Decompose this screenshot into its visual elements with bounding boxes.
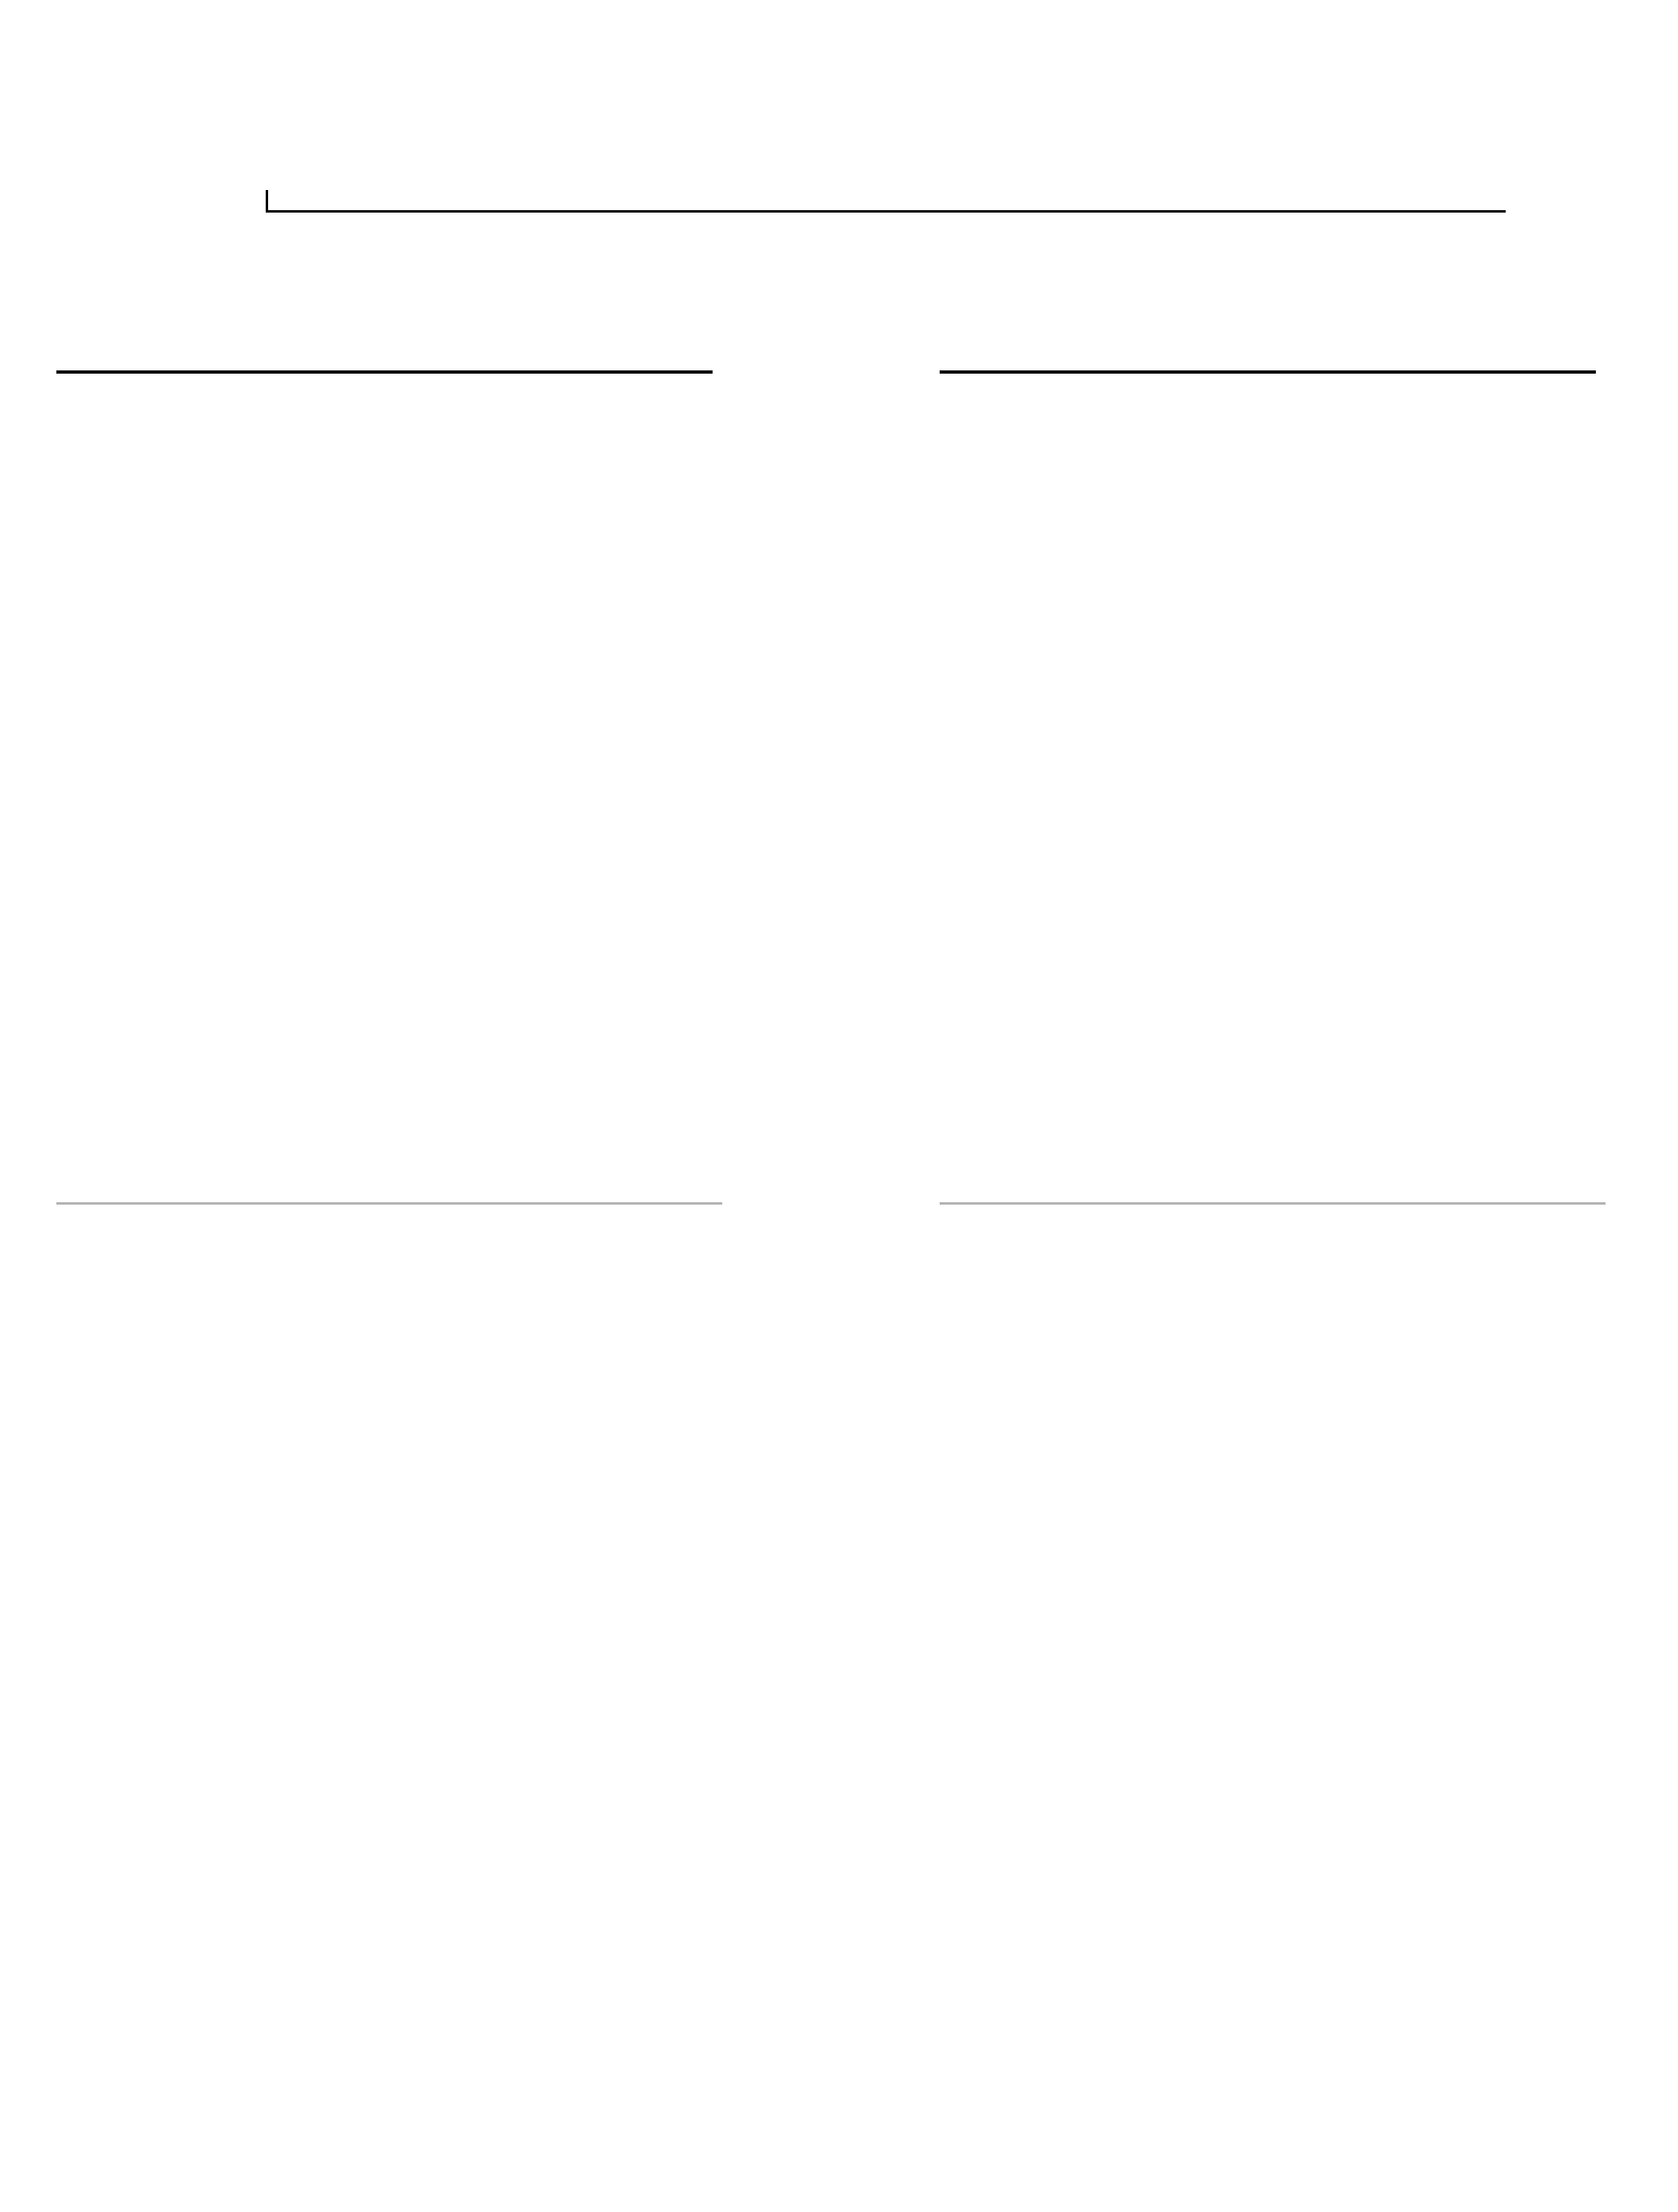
top-grouped-bar-chart xyxy=(56,190,1506,263)
legend xyxy=(81,74,1678,116)
left-bar-chart xyxy=(56,358,722,1287)
legend-item-other-nations xyxy=(910,74,978,116)
right-chart-plot xyxy=(940,446,1606,1205)
top-chart-x-axis-ticks xyxy=(266,213,1500,263)
right-bar-chart xyxy=(940,358,1606,1287)
top-chart-plot xyxy=(56,190,1506,213)
bottom-charts xyxy=(56,358,1678,1287)
left-chart-plot xyxy=(56,446,722,1205)
right-chart-x-axis xyxy=(940,1219,1606,1287)
left-chart-title xyxy=(56,358,713,374)
category-labels-column xyxy=(722,358,940,1287)
legend-swatch-navy xyxy=(81,80,117,116)
top-chart-y-axis-line xyxy=(266,190,268,213)
left-chart-x-axis xyxy=(56,1219,722,1287)
legend-swatch-teal xyxy=(910,80,946,116)
legend-item-local-leaders xyxy=(81,74,910,116)
right-chart-header xyxy=(940,358,1606,446)
left-chart-header xyxy=(56,358,722,446)
right-chart-title xyxy=(940,358,1596,374)
